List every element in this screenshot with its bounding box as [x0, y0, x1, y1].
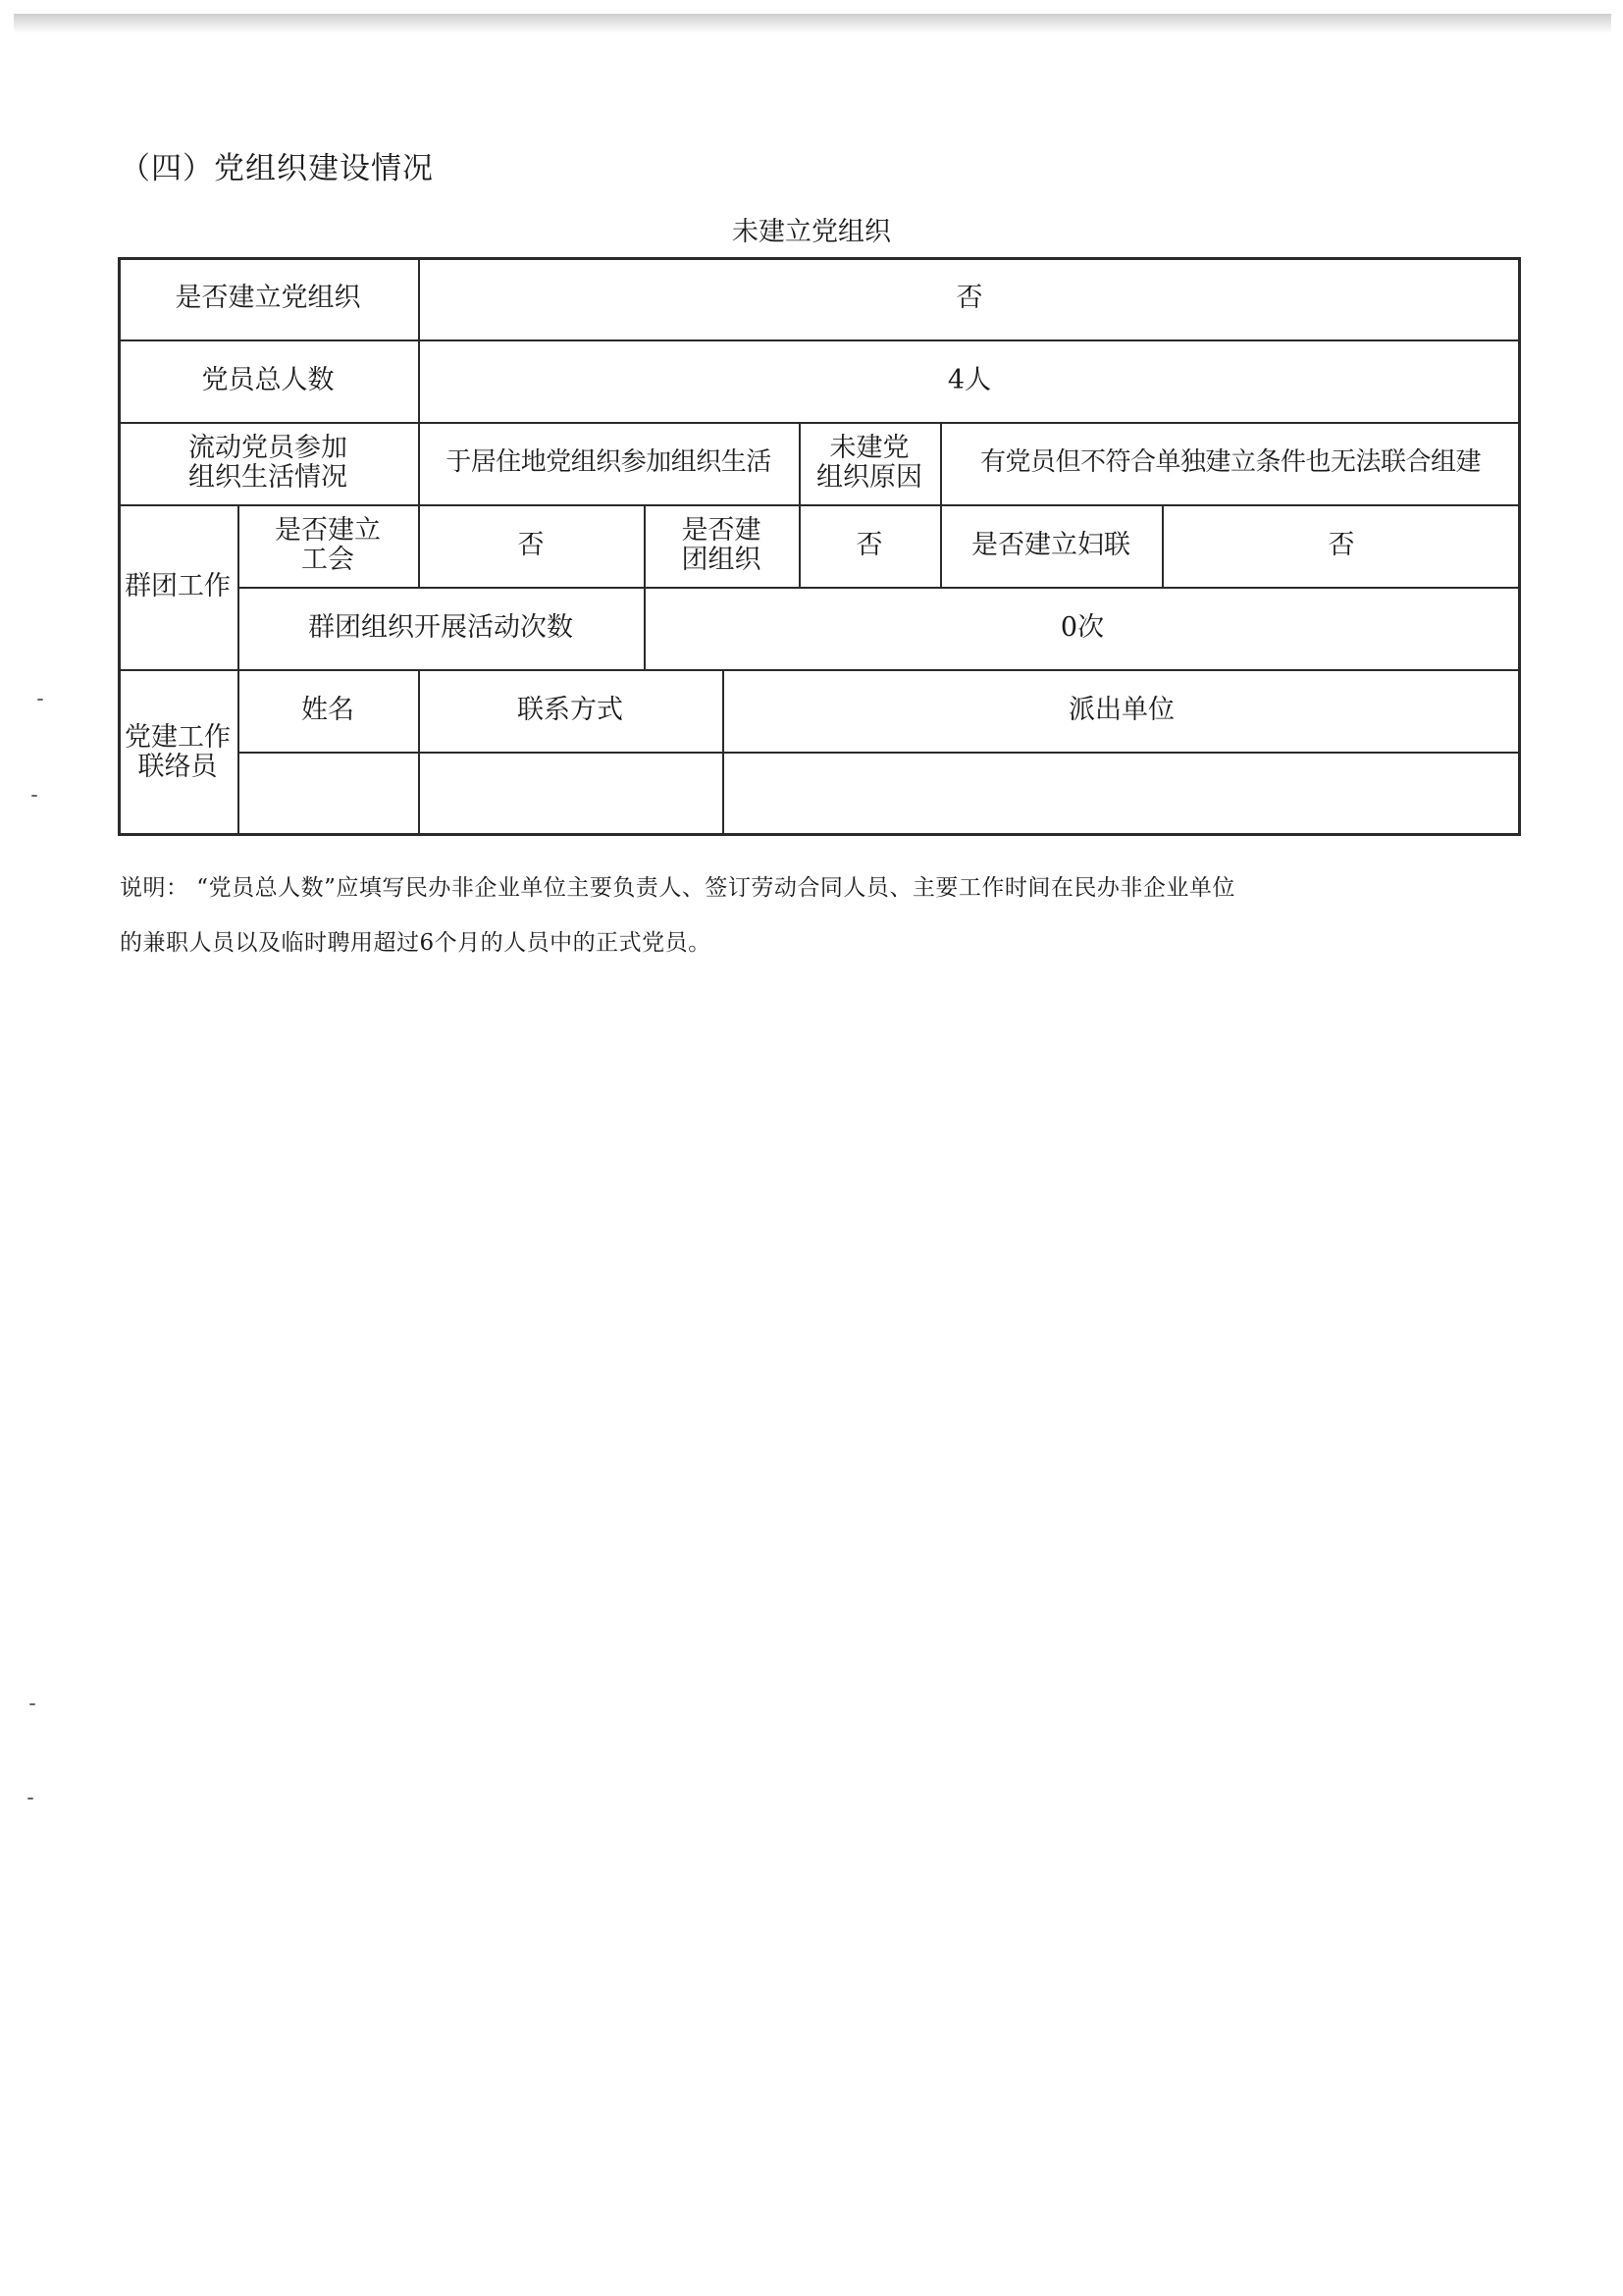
liaison-name-value: [237, 752, 418, 836]
scan-top-edge: [14, 14, 1611, 33]
liaison-unit-header: 派出单位: [1069, 694, 1175, 725]
scan-speck: [27, 1798, 33, 1800]
activity-count-label: 群团组织开展活动次数: [308, 611, 573, 643]
youth-league-label: 是否建 团组织: [681, 514, 761, 575]
liaison-label: 党建工作 联络员: [125, 721, 231, 782]
liaison-name-header: 姓名: [301, 694, 354, 725]
unbuilt-reason-label: 未建党 组织原因: [816, 432, 922, 493]
liaison-contact-value: [418, 752, 722, 836]
note-line-2: 的兼职人员以及临时聘用超过6个月的人员中的正式党员。: [120, 930, 711, 956]
party-org-built-value: 否: [956, 282, 983, 313]
youth-league-value: 否: [856, 529, 883, 560]
member-total-label: 党员总人数: [201, 364, 335, 395]
liaison-unit-value: [722, 752, 1521, 836]
floating-member-label: 流动党员参加 组织生活情况: [188, 432, 347, 493]
party-org-table: [118, 257, 1521, 836]
floating-member-value: 于居住地党组织参加组织生活: [445, 447, 771, 478]
member-total-value: 4人: [947, 364, 992, 395]
women-fed-value: 否: [1328, 529, 1355, 560]
union-value: 否: [517, 529, 545, 560]
party-org-built-label: 是否建立党组织: [175, 282, 361, 313]
union-label: 是否建立 工会: [275, 514, 381, 575]
women-fed-label: 是否建立妇联: [971, 529, 1130, 560]
unbuilt-reason-value: 有党员但不符合单独建立条件也无法联合组建: [979, 447, 1481, 478]
scan-speck: [37, 699, 43, 701]
mass-work-label: 群团工作: [125, 570, 231, 601]
liaison-contact-header: 联系方式: [517, 694, 623, 725]
scan-speck: [31, 795, 37, 797]
note-line-1: 说明： “党员总人数”应填写民办非企业单位主要负责人、签订劳动合同人员、主要工作时间在民办非企业单位: [120, 875, 1235, 901]
section-heading: （四）党组织建设情况: [120, 151, 434, 186]
activity-count-value: 0次: [1060, 611, 1105, 643]
scan-speck: [29, 1703, 35, 1705]
table-title: 未建立党组织: [732, 217, 891, 247]
